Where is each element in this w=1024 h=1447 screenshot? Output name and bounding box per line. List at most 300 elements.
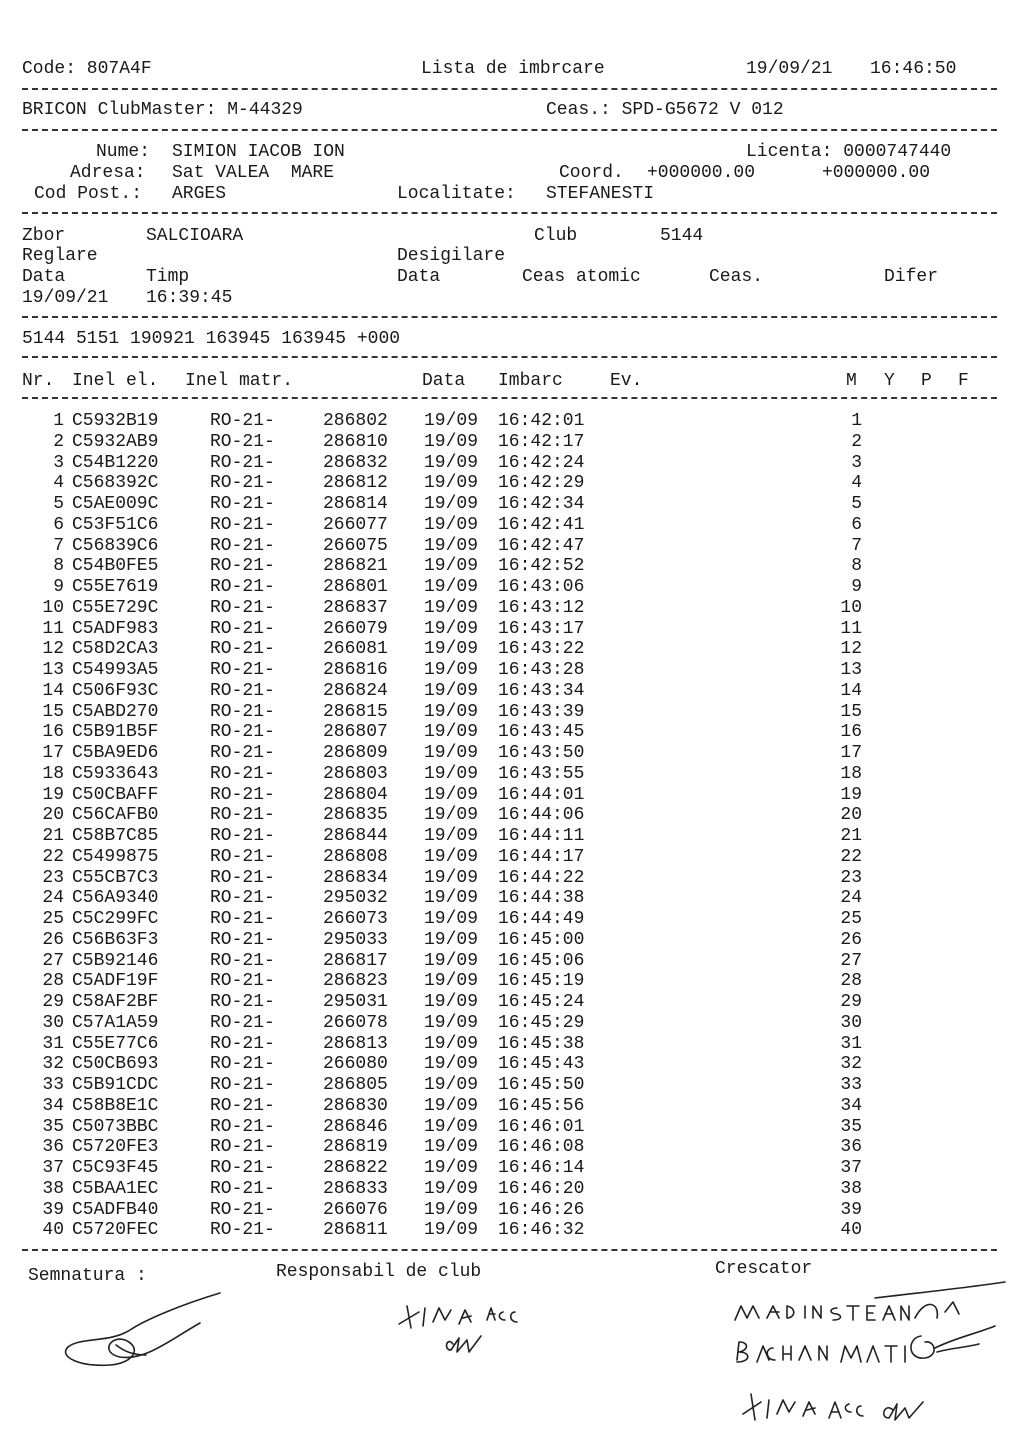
- postcode: ARGES: [172, 184, 227, 204]
- table-row: [0, 1179, 1024, 1199]
- position-m: 21: [840, 826, 862, 846]
- table-row: [0, 494, 1024, 514]
- ring-prefix: RO-21-: [210, 1075, 275, 1095]
- table-row: [0, 1013, 1024, 1033]
- ring-prefix: RO-21-: [210, 888, 275, 909]
- arrival-date: 19/09: [424, 1178, 479, 1199]
- reglare-date: 19/09/21: [22, 288, 109, 308]
- row-number: 8: [53, 556, 64, 577]
- ring-number: 286812: [323, 473, 388, 494]
- row-number: 2: [53, 431, 64, 452]
- ring-number: 286832: [323, 452, 388, 473]
- desigilare-date-label: Data: [397, 267, 441, 287]
- ring-number: 286819: [323, 1137, 388, 1158]
- arrival-date: 19/09: [424, 805, 479, 826]
- ring-electronic-id: C5AE009C: [72, 494, 159, 514]
- ring-electronic-id: C5499875: [72, 846, 159, 867]
- arrival-date: 19/09: [424, 1054, 479, 1075]
- col-f: F: [958, 371, 969, 391]
- ring-prefix: RO-21-: [210, 805, 275, 826]
- ring-prefix: RO-21-: [210, 1033, 275, 1054]
- position-m: 39: [840, 1199, 862, 1220]
- ring-electronic-id: C5ADF983: [72, 618, 159, 639]
- table-row: [0, 743, 1024, 763]
- row-number: 38: [42, 1178, 64, 1199]
- ring-number: 295033: [323, 929, 388, 950]
- locality-label: Localitate:: [397, 184, 516, 204]
- ring-prefix: RO-21-: [210, 826, 275, 846]
- position-m: 32: [840, 1054, 862, 1075]
- row-number: 16: [42, 722, 64, 743]
- ring-prefix: RO-21-: [210, 494, 275, 514]
- table-row: [0, 826, 1024, 846]
- row-number: 40: [42, 1220, 64, 1241]
- ring-prefix: RO-21-: [210, 971, 275, 992]
- arrival-time: 16:42:34: [498, 494, 585, 514]
- position-m: 29: [840, 992, 862, 1012]
- ring-electronic-id: C5C93F45: [72, 1158, 159, 1178]
- table-row: [0, 1117, 1024, 1137]
- ring-number: 286833: [323, 1178, 388, 1199]
- ring-prefix: RO-21-: [210, 556, 275, 577]
- arrival-time: 16:43:12: [498, 597, 585, 618]
- ring-number: 286802: [323, 411, 388, 431]
- ring-prefix: RO-21-: [210, 1220, 275, 1241]
- ring-number: 286830: [323, 1095, 388, 1116]
- ring-number: 266075: [323, 535, 388, 556]
- ring-number: 286844: [323, 826, 388, 846]
- divider: [22, 356, 997, 358]
- ring-electronic-id: C58AF2BF: [72, 992, 159, 1012]
- ring-electronic-id: C5ADFB40: [72, 1199, 159, 1220]
- arrival-date: 19/09: [424, 1012, 479, 1033]
- arrival-date: 19/09: [424, 618, 479, 639]
- arrival-time: 16:43:06: [498, 577, 585, 597]
- table-row: [0, 1220, 1024, 1240]
- arrival-date: 19/09: [424, 514, 479, 535]
- table-row: [0, 1200, 1024, 1220]
- ring-electronic-id: C5932AB9: [72, 431, 159, 452]
- position-m: 17: [840, 743, 862, 763]
- ring-prefix: RO-21-: [210, 411, 275, 431]
- arrival-time: 16:43:50: [498, 743, 585, 763]
- ring-prefix: RO-21-: [210, 1054, 275, 1075]
- arrival-time: 16:45:00: [498, 929, 585, 950]
- coord-label: Coord.: [559, 163, 624, 183]
- arrival-date: 19/09: [424, 1116, 479, 1137]
- arrival-date: 19/09: [424, 929, 479, 950]
- arrival-time: 16:42:29: [498, 473, 585, 494]
- ring-electronic-id: C5073BBC: [72, 1116, 159, 1137]
- table-row: [0, 992, 1024, 1012]
- ring-number: 266073: [323, 909, 388, 929]
- row-number: 30: [42, 1012, 64, 1033]
- arrival-time: 16:42:01: [498, 411, 585, 431]
- position-m: 34: [840, 1095, 862, 1116]
- position-m: 12: [840, 639, 862, 660]
- ring-number: 286810: [323, 431, 388, 452]
- divider: [22, 397, 997, 399]
- position-m: 7: [851, 535, 862, 556]
- arrival-date: 19/09: [424, 1199, 479, 1220]
- ring-number: 286801: [323, 577, 388, 597]
- coord-lat: +000000.00: [647, 163, 756, 183]
- row-number: 29: [42, 992, 64, 1012]
- position-m: 35: [840, 1116, 862, 1137]
- row-number: 1: [53, 411, 64, 431]
- arrival-date: 19/09: [424, 846, 479, 867]
- ring-prefix: RO-21-: [210, 784, 275, 805]
- ring-prefix: RO-21-: [210, 473, 275, 494]
- address-label: Adresa:: [70, 163, 146, 183]
- row-number: 10: [42, 597, 64, 618]
- ring-prefix: RO-21-: [210, 929, 275, 950]
- ring-prefix: RO-21-: [210, 1178, 275, 1199]
- ring-number: 266079: [323, 618, 388, 639]
- arrival-date: 19/09: [424, 784, 479, 805]
- arrival-time: 16:45:29: [498, 1012, 585, 1033]
- ring-electronic-id: C53F51C6: [72, 514, 159, 535]
- arrival-time: 16:45:06: [498, 950, 585, 971]
- signature-scribble: [50, 1285, 240, 1375]
- ring-prefix: RO-21-: [210, 535, 275, 556]
- arrival-date: 19/09: [424, 763, 479, 784]
- ring-number: 286816: [323, 660, 388, 680]
- arrival-date: 19/09: [424, 556, 479, 577]
- table-row: [0, 1096, 1024, 1116]
- table-row: [0, 681, 1024, 701]
- position-m: 13: [840, 660, 862, 680]
- position-m: 20: [840, 805, 862, 826]
- table-row: [0, 764, 1024, 784]
- postcode-label: Cod Post.:: [34, 184, 143, 204]
- ring-prefix: RO-21-: [210, 452, 275, 473]
- arrival-date: 19/09: [424, 950, 479, 971]
- table-row: [0, 1075, 1024, 1095]
- ring-electronic-id: C55E7619: [72, 577, 159, 597]
- club-label: Club: [534, 226, 578, 246]
- locality: STEFANESTI: [546, 184, 655, 204]
- owner-name: SIMION IACOB ION: [172, 142, 345, 162]
- ring-number: 295031: [323, 992, 388, 1012]
- table-row: [0, 432, 1024, 452]
- col-y: Y: [884, 371, 895, 391]
- row-number: 17: [42, 743, 64, 763]
- arrival-time: 16:45:56: [498, 1095, 585, 1116]
- ring-electronic-id: C568392C: [72, 473, 159, 494]
- club-responsible-signature: [395, 1298, 545, 1360]
- table-row: [0, 702, 1024, 722]
- ring-number: 286837: [323, 597, 388, 618]
- position-m: 8: [851, 556, 862, 577]
- table-row: [0, 639, 1024, 659]
- arrival-date: 19/09: [424, 743, 479, 763]
- table-row: [0, 805, 1024, 825]
- position-m: 24: [840, 888, 862, 909]
- position-m: 18: [840, 763, 862, 784]
- position-m: 37: [840, 1158, 862, 1178]
- row-number: 15: [42, 701, 64, 722]
- ring-number: 266077: [323, 514, 388, 535]
- position-m: 9: [851, 577, 862, 597]
- row-number: 39: [42, 1199, 64, 1220]
- divider: [22, 129, 997, 131]
- arrival-date: 19/09: [424, 1220, 479, 1241]
- row-number: 32: [42, 1054, 64, 1075]
- arrival-time: 16:43:28: [498, 660, 585, 680]
- ring-electronic-id: C5933643: [72, 763, 159, 784]
- arrival-date: 19/09: [424, 888, 479, 909]
- position-m: 10: [840, 597, 862, 618]
- position-m: 31: [840, 1033, 862, 1054]
- arrival-time: 16:44:38: [498, 888, 585, 909]
- atomic-clock-label: Ceas atomic: [522, 267, 641, 287]
- divider: [22, 316, 997, 318]
- arrival-date: 19/09: [424, 1095, 479, 1116]
- ring-electronic-id: C56B63F3: [72, 929, 159, 950]
- ring-number: 266080: [323, 1054, 388, 1075]
- position-m: 1: [851, 411, 862, 431]
- ring-number: 286807: [323, 722, 388, 743]
- ring-electronic-id: C55CB7C3: [72, 867, 159, 888]
- table-row: [0, 930, 1024, 950]
- table-row: [0, 473, 1024, 493]
- table-row: [0, 660, 1024, 680]
- row-number: 3: [53, 452, 64, 473]
- position-m: 30: [840, 1012, 862, 1033]
- club-number: 5144: [660, 226, 704, 246]
- ring-prefix: RO-21-: [210, 680, 275, 701]
- flight-name: SALCIOARA: [146, 226, 244, 246]
- table-row: [0, 577, 1024, 597]
- position-m: 38: [840, 1178, 862, 1199]
- arrival-date: 19/09: [424, 660, 479, 680]
- ring-number: 286811: [323, 1220, 388, 1241]
- ring-prefix: RO-21-: [210, 992, 275, 1012]
- signature-label: Semnatura :: [28, 1266, 147, 1286]
- arrival-time: 16:42:41: [498, 514, 585, 535]
- table-row: [0, 619, 1024, 639]
- arrival-date: 19/09: [424, 411, 479, 431]
- row-number: 36: [42, 1137, 64, 1158]
- arrival-time: 16:45:38: [498, 1033, 585, 1054]
- row-number: 33: [42, 1075, 64, 1095]
- table-row: [0, 1034, 1024, 1054]
- divider: [22, 88, 997, 90]
- ring-prefix: RO-21-: [210, 743, 275, 763]
- row-number: 6: [53, 514, 64, 535]
- ring-electronic-id: C5720FEC: [72, 1220, 159, 1241]
- arrival-date: 19/09: [424, 577, 479, 597]
- table-row: [0, 1054, 1024, 1074]
- arrival-time: 16:43:45: [498, 722, 585, 743]
- row-number: 35: [42, 1116, 64, 1137]
- ring-number: 286823: [323, 971, 388, 992]
- table-row: [0, 868, 1024, 888]
- arrival-time: 16:45:43: [498, 1054, 585, 1075]
- ring-electronic-id: C57A1A59: [72, 1012, 159, 1033]
- row-number: 31: [42, 1033, 64, 1054]
- license: Licenta: 0000747440: [746, 142, 952, 162]
- position-m: 4: [851, 473, 862, 494]
- clubmaster-id: BRICON ClubMaster: M-44329: [22, 100, 303, 120]
- table-row: [0, 556, 1024, 576]
- arrival-time: 16:44:06: [498, 805, 585, 826]
- position-m: 25: [840, 909, 862, 929]
- row-number: 4: [53, 473, 64, 494]
- col-imbarc: Imbarc: [498, 371, 563, 391]
- ring-prefix: RO-21-: [210, 950, 275, 971]
- arrival-time: 16:42:47: [498, 535, 585, 556]
- arrival-date: 19/09: [424, 494, 479, 514]
- position-m: 5: [851, 494, 862, 514]
- arrival-date: 19/09: [424, 1137, 479, 1158]
- arrival-time: 16:43:17: [498, 618, 585, 639]
- clock-id: Ceas.: SPD-G5672 V 012: [546, 100, 784, 120]
- table-row: [0, 722, 1024, 742]
- ring-number: 295032: [323, 888, 388, 909]
- ring-number: 286805: [323, 1075, 388, 1095]
- ring-electronic-id: C55E729C: [72, 597, 159, 618]
- ring-electronic-id: C5B92146: [72, 950, 159, 971]
- arrival-date: 19/09: [424, 722, 479, 743]
- ring-prefix: RO-21-: [210, 597, 275, 618]
- table-row: [0, 1158, 1024, 1178]
- arrival-time: 16:44:49: [498, 909, 585, 929]
- coord-lon: +000000.00: [822, 163, 931, 183]
- col-p: P: [921, 371, 932, 391]
- breeder-label: Crescator: [715, 1259, 813, 1279]
- arrival-time: 16:42:52: [498, 556, 585, 577]
- position-m: 14: [840, 680, 862, 701]
- position-m: 6: [851, 514, 862, 535]
- ring-prefix: RO-21-: [210, 1116, 275, 1137]
- table-row: [0, 909, 1024, 929]
- ring-electronic-id: C5ADF19F: [72, 971, 159, 992]
- ring-electronic-id: C58B8E1C: [72, 1095, 159, 1116]
- position-m: 15: [840, 701, 862, 722]
- ring-prefix: RO-21-: [210, 846, 275, 867]
- arrival-date: 19/09: [424, 701, 479, 722]
- table-row: [0, 411, 1024, 431]
- ring-number: 286808: [323, 846, 388, 867]
- ring-electronic-id: C5BA9ED6: [72, 743, 159, 763]
- ring-electronic-id: C5B91B5F: [72, 722, 159, 743]
- table-row: [0, 888, 1024, 908]
- row-number: 23: [42, 867, 64, 888]
- arrival-time: 16:45:50: [498, 1075, 585, 1095]
- print-date: 19/09/21: [746, 59, 833, 79]
- row-number: 7: [53, 535, 64, 556]
- table-row: [0, 598, 1024, 618]
- arrival-time: 16:44:17: [498, 846, 585, 867]
- position-m: 16: [840, 722, 862, 743]
- ring-number: 286814: [323, 494, 388, 514]
- ring-prefix: RO-21-: [210, 1095, 275, 1116]
- ring-number: 286822: [323, 1158, 388, 1178]
- table-row: [0, 847, 1024, 867]
- ring-number: 286846: [323, 1116, 388, 1137]
- arrival-time: 16:46:20: [498, 1178, 585, 1199]
- ring-electronic-id: C54B1220: [72, 452, 159, 473]
- table-row: [0, 1137, 1024, 1157]
- row-number: 18: [42, 763, 64, 784]
- ring-prefix: RO-21-: [210, 1012, 275, 1033]
- ring-electronic-id: C54B0FE5: [72, 556, 159, 577]
- row-number: 11: [42, 618, 64, 639]
- desigilare-label: Desigilare: [397, 246, 506, 266]
- arrival-time: 16:45:19: [498, 971, 585, 992]
- position-m: 40: [840, 1220, 862, 1241]
- ring-electronic-id: C55E77C6: [72, 1033, 159, 1054]
- ring-number: 286824: [323, 680, 388, 701]
- code-line: 5144 5151 190921 163945 163945 +000: [22, 329, 401, 349]
- row-number: 19: [42, 784, 64, 805]
- arrival-time: 16:45:24: [498, 992, 585, 1012]
- arrival-date: 19/09: [424, 1075, 479, 1095]
- position-m: 33: [840, 1075, 862, 1095]
- ring-electronic-id: C5932B19: [72, 411, 159, 431]
- arrival-time: 16:42:24: [498, 452, 585, 473]
- ring-number: 286804: [323, 784, 388, 805]
- ring-prefix: RO-21-: [210, 1137, 275, 1158]
- table-row: [0, 951, 1024, 971]
- table-row: [0, 453, 1024, 473]
- arrival-date: 19/09: [424, 535, 479, 556]
- reglare-time-label: Timp: [146, 267, 190, 287]
- arrival-time: 16:44:11: [498, 826, 585, 846]
- ring-number: 286809: [323, 743, 388, 763]
- document-title: Lista de imbrcare: [421, 59, 605, 79]
- arrival-date: 19/09: [424, 992, 479, 1012]
- arrival-time: 16:42:17: [498, 431, 585, 452]
- ring-number: 286803: [323, 763, 388, 784]
- flight-label: Zbor: [22, 226, 66, 246]
- name-label: Nume:: [96, 142, 151, 162]
- ring-number: 286834: [323, 867, 388, 888]
- clock-label: Ceas.: [709, 267, 764, 287]
- ring-electronic-id: C54993A5: [72, 660, 159, 680]
- arrival-date: 19/09: [424, 826, 479, 846]
- ring-prefix: RO-21-: [210, 722, 275, 743]
- ring-electronic-id: C58D2CA3: [72, 639, 159, 660]
- ring-number: 286813: [323, 1033, 388, 1054]
- arrival-time: 16:43:22: [498, 639, 585, 660]
- row-number: 20: [42, 805, 64, 826]
- ring-prefix: RO-21-: [210, 867, 275, 888]
- position-m: 2: [851, 431, 862, 452]
- ring-number: 266081: [323, 639, 388, 660]
- ring-prefix: RO-21-: [210, 514, 275, 535]
- ring-number: 286835: [323, 805, 388, 826]
- arrival-date: 19/09: [424, 680, 479, 701]
- position-m: 36: [840, 1137, 862, 1158]
- ring-number: 286815: [323, 701, 388, 722]
- row-number: 21: [42, 826, 64, 846]
- arrival-date: 19/09: [424, 1158, 479, 1178]
- ring-electronic-id: C5720FE3: [72, 1137, 159, 1158]
- divider: [22, 1249, 997, 1251]
- arrival-date: 19/09: [424, 971, 479, 992]
- row-number: 34: [42, 1095, 64, 1116]
- ring-prefix: RO-21-: [210, 660, 275, 680]
- position-m: 19: [840, 784, 862, 805]
- arrival-date: 19/09: [424, 639, 479, 660]
- row-number: 5: [53, 494, 64, 514]
- ring-prefix: RO-21-: [210, 763, 275, 784]
- ring-electronic-id: C5C299FC: [72, 909, 159, 929]
- arrival-time: 16:44:22: [498, 867, 585, 888]
